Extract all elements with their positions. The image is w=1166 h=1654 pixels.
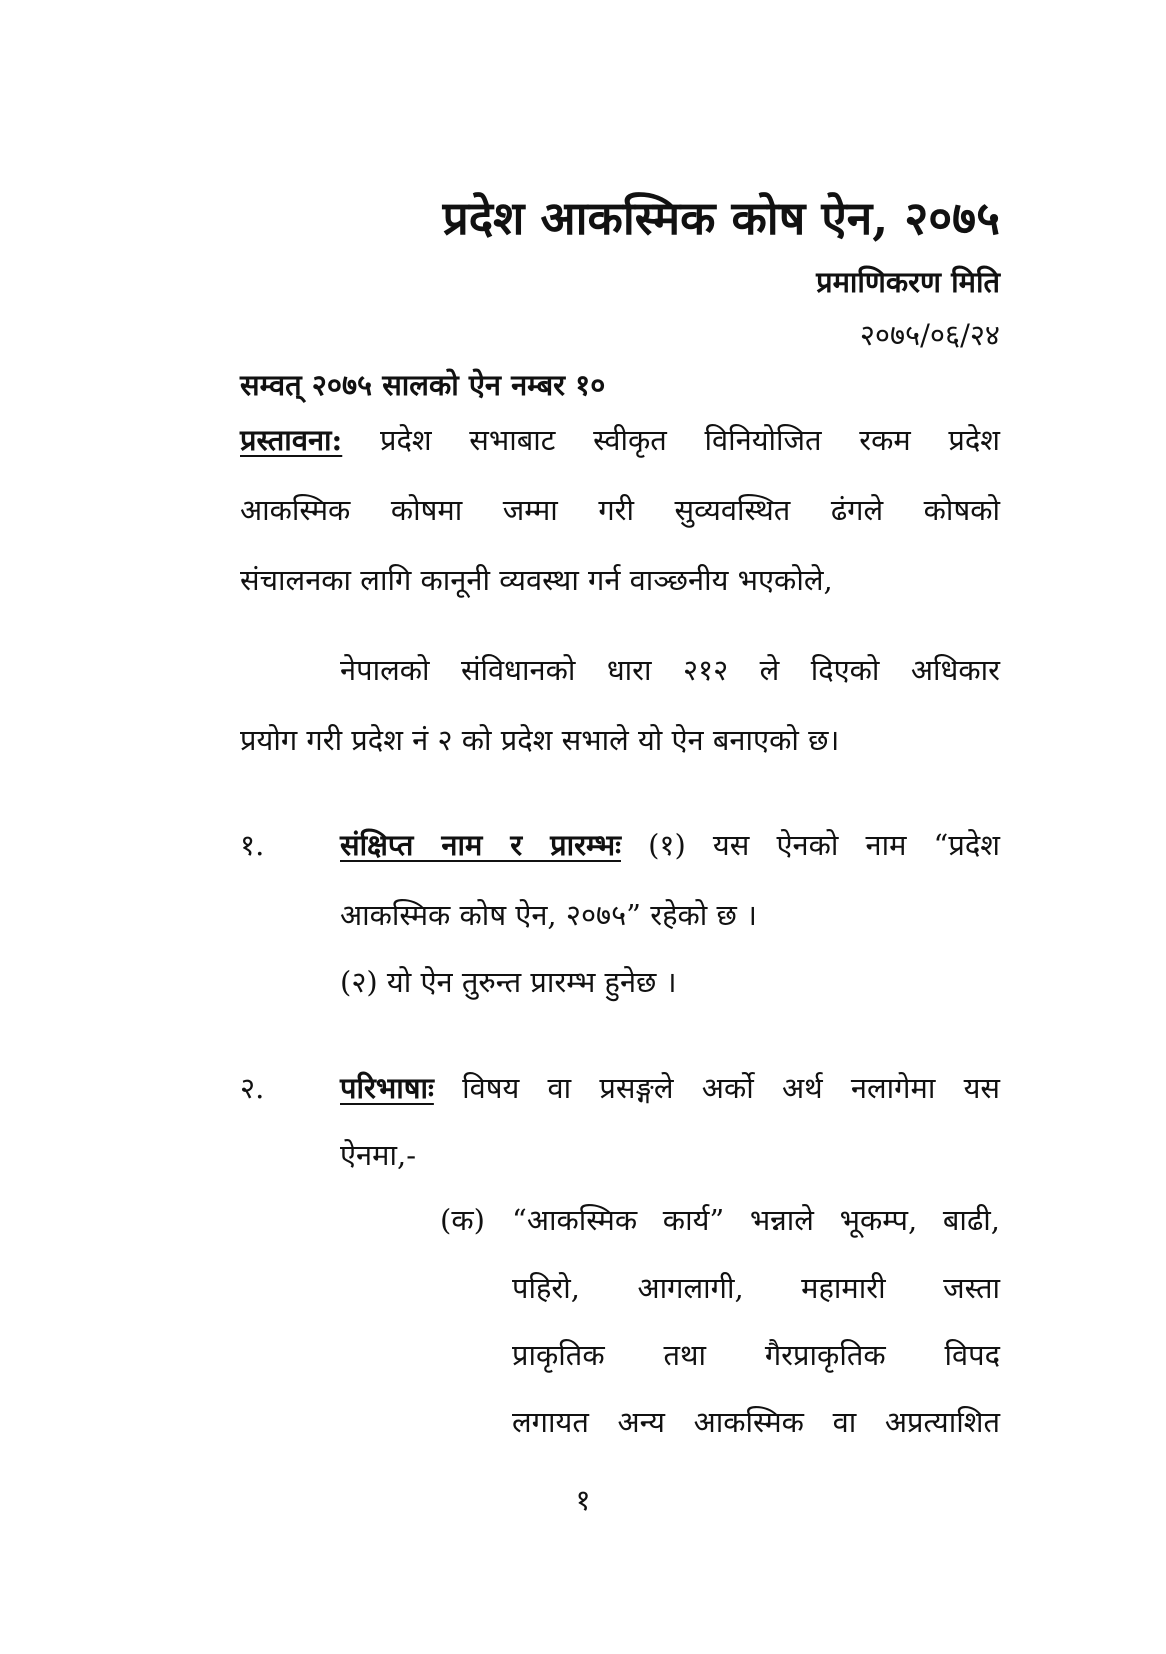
section-1-text-1: (१) यस ऐनको नाम “प्रदेश	[648, 828, 1001, 862]
clause-ka-line-3: प्राकृतिक तथा गैरप्राकृतिक विपद	[512, 1338, 1000, 1372]
section-2-line-2: ऐनमा,-	[340, 1138, 417, 1172]
page-number: १	[575, 1483, 591, 1517]
section-2-heading: परिभाषाः	[340, 1071, 434, 1105]
act-number: सम्वत् २०७५ सालको ऐन नम्बर १०	[240, 368, 606, 402]
section-2-text-1: विषय वा प्रसङ्गले अर्को अर्थ नलागेमा यस	[462, 1071, 1000, 1105]
clause-ka-line-2: पहिरो, आगलागी, महामारी जस्ता	[512, 1271, 1000, 1305]
section-1-line-1	[340, 825, 1000, 864]
authentication-date: २०७५/०६/२४	[859, 318, 1000, 352]
section-1-number: १.	[240, 828, 265, 862]
section-1-heading: संक्षिप्त नाम र प्रारम्भः	[340, 828, 621, 862]
section-1-line-3: (२) यो ऐन तुरुन्त प्रारम्भ हुनेछ ।	[340, 965, 677, 999]
act-title: प्रदेश आकस्मिक कोष ऐन, २०७५	[442, 191, 1000, 245]
clause-ka-line-4: लगायत अन्य आकस्मिक वा अप्रत्याशित	[512, 1405, 1000, 1439]
preamble-heading: प्रस्तावना:	[240, 423, 343, 457]
preamble-line-3: संचालनका लागि कानूनी व्यवस्था गर्न वाञ्छनीय भएकोले,	[240, 563, 833, 597]
clause-ka-line-1: “आकस्मिक कार्य” भन्नाले भूकम्प, बाढी,	[512, 1203, 1000, 1237]
enactment-line-2: प्रयोग गरी प्रदेश नं २ को प्रदेश सभाले यो ऐन बनाएको छ।	[240, 723, 840, 757]
section-1-line-2: आकस्मिक कोष ऐन, २०७५” रहेको छ ।	[340, 898, 758, 932]
clause-ka-label: (क)	[440, 1203, 485, 1237]
preamble-text-1: प्रदेश सभाबाट स्वीकृत विनियोजित रकम प्रदेश	[379, 423, 1000, 457]
section-2-number: २.	[240, 1071, 265, 1105]
preamble-line-1	[240, 420, 1000, 459]
section-2-line-1	[340, 1068, 1000, 1107]
preamble-line-2: आकस्मिक कोषमा जम्मा गरी सुव्यवस्थित ढंगले कोषको	[240, 493, 1000, 527]
enactment-line-1: नेपालको संविधानको धारा २१२ ले दिएको अधिकार	[340, 653, 1000, 687]
authentication-label: प्रमाणिकरण मिति	[816, 265, 1000, 299]
